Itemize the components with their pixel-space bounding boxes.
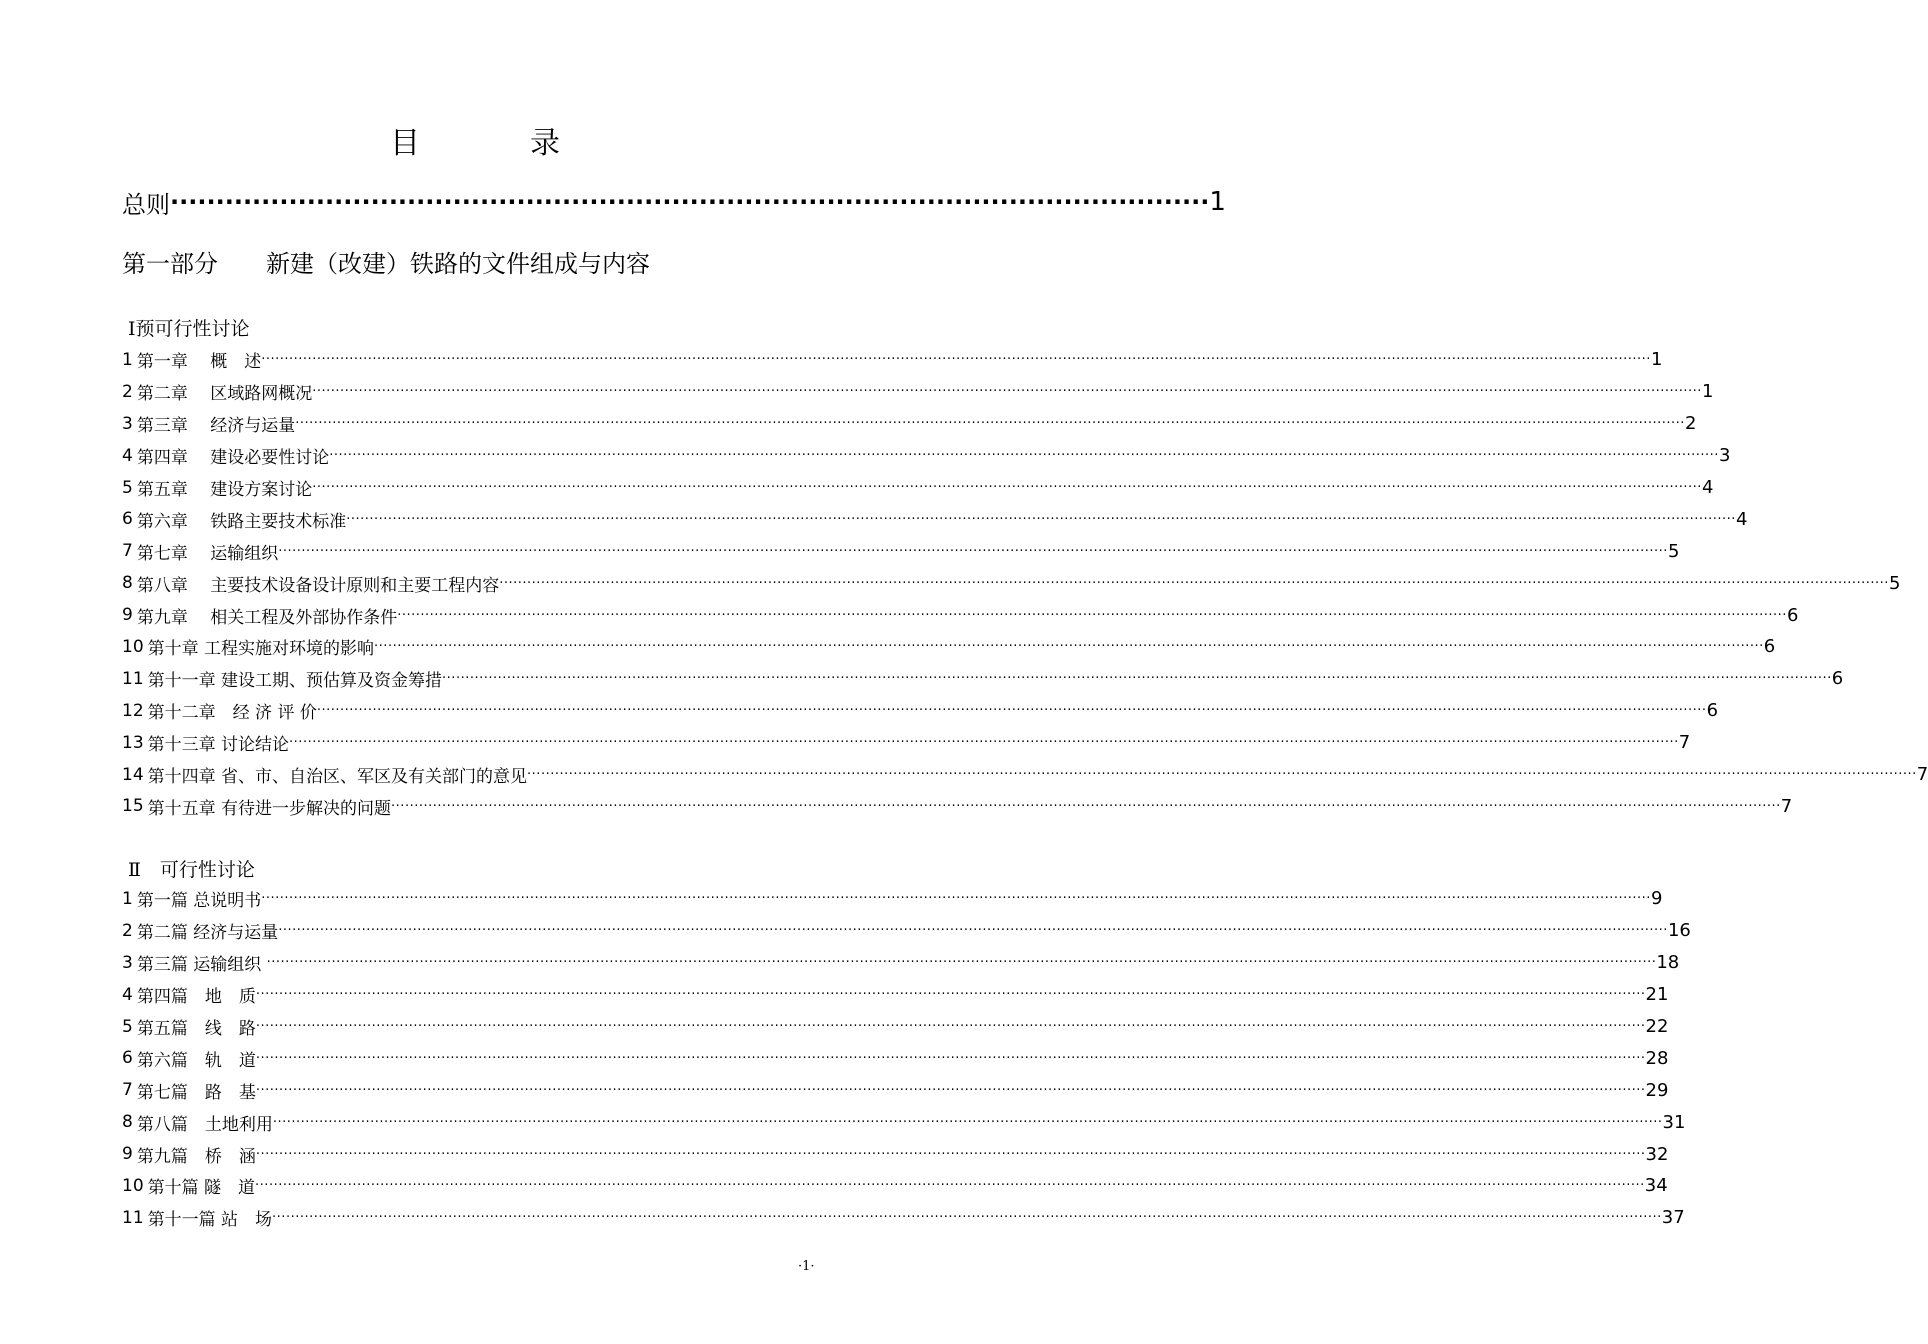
toc-entry-number: 3 [122,952,133,973]
toc-entry-number: 13 [122,732,144,753]
toc-list-section-two [122,883,1691,1234]
toc-entry-number: 9 [122,1144,133,1165]
leader-dots: ············································································································································································································································································································ [266,955,1657,971]
toc-entry[interactable] [122,344,1663,376]
toc-entry-label: 第三篇 运输组织 [136,955,267,976]
toc-entry-page: 9 [1650,888,1663,910]
toc-entry-number: 10 [122,1175,144,1196]
toc-entry-page: 37 [1661,1207,1685,1229]
leader-dots: ············································································································································································································································································································ [255,1178,1645,1194]
toc-entry-number: 2 [122,381,133,402]
leader-dots: ············································································································································································································································································································ [312,480,1702,495]
toc-entry-label: 第四章 建设必要性讨论 [136,448,330,469]
toc-entry[interactable] [122,1074,1669,1106]
leader-dots: ·················································································································· [170,188,1210,216]
toc-entry-page: 28 [1645,1047,1669,1069]
toc-entry-page: 7 [1780,795,1793,817]
toc-entry-number: 7 [122,1080,133,1101]
toc-entry-label: 第十五章 有待进一步解决的问题 [147,798,392,819]
toc-entry-label: 第九篇 桥 涵 [136,1146,256,1167]
toc-entry-label: 第八篇 土地利用 [136,1114,273,1135]
toc-entry-number: 8 [122,573,133,594]
leader-dots: ············································································································································································································································································································ [255,1019,1646,1034]
toc-entry-label: 第九章 相关工程及外部协作条件 [136,607,398,628]
section-heading-feasibility-pre: Ⅰ预可行性讨论 [128,318,250,340]
leader-dots: ············································································································································································································································································································ [261,891,1651,907]
toc-entry-page: 6 [1706,700,1719,722]
toc-entry-label: 第三章 经济与运量 [136,416,296,437]
toc-entry-label: 第一篇 总说明书 [136,891,262,912]
toc-entry-number: 15 [122,796,144,817]
toc-entry[interactable] [122,408,1697,440]
leader-dots: ············································································································································································································································································································ [255,987,1646,1003]
toc-entry-number: 5 [122,1016,133,1037]
toc-entry-label: 第五章 建设方案讨论 [136,480,313,500]
toc-list-section-one [122,344,1928,822]
leader-dots: ············································································································································································································································································································ [442,671,1832,687]
toc-entry[interactable] [122,1138,1669,1170]
toc-entry[interactable] [122,599,1799,631]
toc-entry-general[interactable] [122,182,1226,222]
toc-entry[interactable] [122,947,1680,979]
toc-entry[interactable] [122,503,1748,535]
toc-entry-number: 6 [122,1048,133,1069]
leader-dots: ············································································································································································································································································································ [316,703,1707,719]
leader-dots: ············································································································································································································································································································ [272,1210,1662,1226]
toc-entry[interactable] [122,1106,1686,1138]
toc-entry[interactable] [122,695,1719,727]
toc-entry-number: 9 [122,605,133,626]
toc-entry-page: 3 [1718,445,1731,467]
leader-dots: ············································································································································································································································································································ [499,575,1889,591]
toc-entry-page: 31 [1662,1111,1686,1133]
toc-entry-page: 7 [1678,732,1691,754]
toc-entry-page: 21 [1645,984,1669,1006]
toc-entry[interactable] [122,883,1663,915]
leader-dots: ············································································································································································································································································································ [391,798,1781,814]
leader-dots: ············································································································································································································································································································ [346,511,1736,527]
toc-entry-page: 5 [1888,572,1901,594]
toc-entry-page: 34 [1644,1175,1668,1197]
toc-entry-number: 5 [122,477,133,498]
toc-entry-page: 1 [1650,349,1663,371]
toc-entry-page: 32 [1645,1143,1669,1165]
toc-entry-number: 11 [122,668,144,689]
toc-entry[interactable] [122,376,1714,408]
toc-entry[interactable] [122,440,1731,472]
toc-entry-label: 第十二章 经 济 评 价 [147,703,317,724]
page-title: 目 录 [390,126,600,161]
toc-entry-label: 第二章 区域路网概况 [136,384,313,405]
leader-dots: ············································································································································································································································································································ [255,1050,1646,1066]
toc-entry[interactable] [122,535,1680,567]
toc-entry-page: 22 [1645,1016,1669,1037]
toc-entry-number: 6 [122,509,133,530]
leader-dots: ············································································································································································································································································································ [374,639,1764,655]
leader-dots: ············································································································································································································································································································ [255,1146,1646,1162]
toc-entry[interactable] [122,567,1901,599]
toc-entry-page: 6 [1786,604,1799,626]
toc-entry-label: 第二篇 经济与运量 [136,923,279,944]
toc-entry-label: 第五篇 线 路 [136,1019,256,1039]
toc-entry-page: 1 [1701,381,1714,403]
toc-entry-label: 第十四章 省、市、自治区、军区及有关部门的意见 [147,767,528,788]
toc-entry-label: 第六篇 轨 道 [136,1050,256,1071]
toc-entry-page: 29 [1645,1079,1669,1101]
toc-entry-number: 2 [122,920,133,941]
toc-entry[interactable] [122,727,1691,759]
toc-entry[interactable] [122,915,1691,947]
toc-entry-page: 6 [1763,636,1776,658]
toc-entry-number: 1 [122,349,133,370]
toc-entry-page: 2 [1684,413,1697,435]
leader-dots: ············································································································································································································································································································ [289,735,1679,751]
toc-entry-number: 3 [122,413,133,434]
toc-entry-label: 第八章 主要技术设备设计原则和主要工程内容 [136,575,500,596]
toc-entry-number: 14 [122,764,144,785]
leader-dots: ············································································································································································································································································································ [312,384,1702,400]
toc-entry-number: 1 [122,888,133,909]
page-number: ·1· [798,1259,815,1274]
toc-entry-label: 第十章 工程实施对环境的影响 [147,639,375,660]
toc-entry[interactable] [122,1042,1669,1074]
toc-entry-number: 12 [122,700,144,721]
toc-entry[interactable] [122,979,1669,1011]
toc-entry-label: 第七章 运输组织 [136,543,279,564]
toc-entry-page: 6 [1831,668,1844,690]
toc-entry-label: 第七篇 路 基 [136,1082,256,1103]
leader-dots: ············································································································································································································································································································ [278,923,1668,939]
toc-entry-page: 5 [1667,540,1680,562]
toc-entry[interactable] [122,1170,1668,1202]
toc-entry[interactable] [122,472,1714,504]
toc-entry[interactable] [122,663,1844,695]
toc-entry[interactable] [122,1202,1685,1234]
leader-dots: ············································································································································································································································································································ [397,607,1787,623]
leader-dots: ············································································································································································································································································································ [527,767,1917,783]
toc-entry[interactable] [122,631,1776,663]
toc-entry-label: 总则 [122,190,170,219]
toc-entry-number: 4 [122,984,133,1005]
toc-entry-label: 第十篇 隧 道 [147,1178,256,1199]
toc-entry-number: 8 [122,1112,133,1133]
toc-entry-number: 10 [122,636,144,657]
toc-entry-number: 11 [122,1207,144,1228]
toc-entry-label: 第十一篇 站 场 [147,1210,273,1231]
toc-entry-page: 7 [1916,764,1928,786]
leader-dots: ············································································································································································································································································································ [261,352,1651,368]
leader-dots: ············································································································································································································································································································ [278,543,1668,559]
toc-entry-label: 第十三章 讨论结论 [147,735,290,756]
leader-dots: ············································································································································································································································································································ [329,448,1719,464]
toc-entry-page: 16 [1667,920,1691,942]
toc-entry-label: 第十一章 建设工期、预估算及资金筹措 [147,671,443,692]
leader-dots: ············································································································································································································································································································ [272,1114,1663,1130]
toc-entry-page: 4 [1701,477,1714,498]
toc-entry-page: 4 [1735,508,1748,530]
toc-entry-page: 1 [1209,187,1226,217]
toc-entry-label: 第一章 概 述 [136,352,262,373]
toc-entry[interactable] [122,1011,1669,1043]
toc-entry-page: 18 [1656,952,1680,974]
toc-entry[interactable] [122,759,1928,791]
toc-entry-number: 4 [122,445,133,466]
leader-dots: ············································································································································································································································································································ [255,1082,1646,1098]
leader-dots: ············································································································································································································································································································ [295,416,1685,432]
part-heading: 第一部分 新建（改建）铁路的文件组成与内容 [122,250,650,278]
toc-entry-number: 7 [122,541,133,562]
toc-entry[interactable] [122,790,1793,822]
section-heading-feasibility: Ⅱ 可行性讨论 [128,859,255,881]
toc-entry-label: 第六章 铁路主要技术标准 [136,511,347,532]
toc-entry-label: 第四篇 地 质 [136,987,256,1008]
